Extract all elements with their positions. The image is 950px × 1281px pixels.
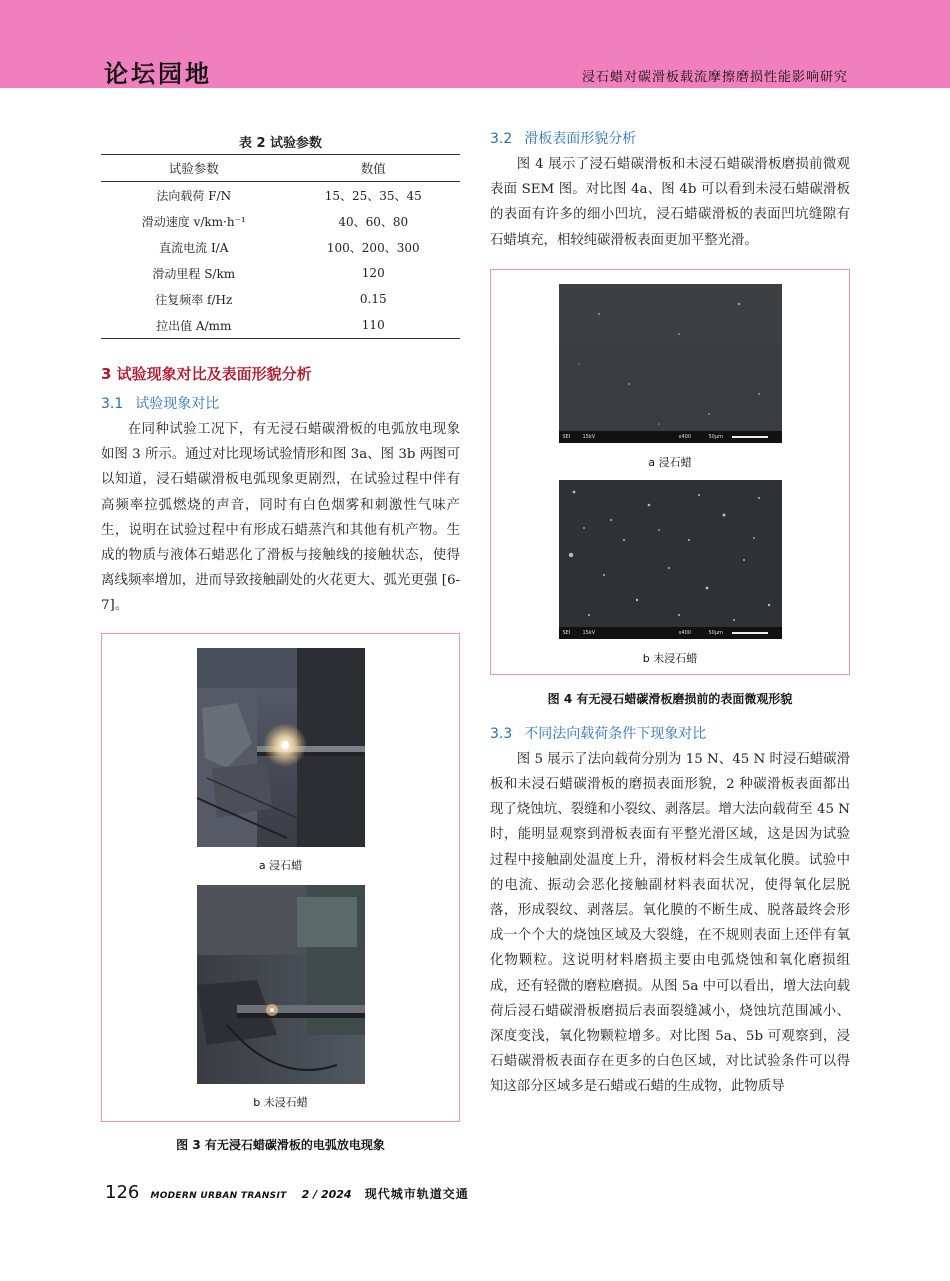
sem-info-bar <box>559 431 782 443</box>
param-name: 滑动里程 S/km <box>152 266 236 281</box>
journal-name-en: MODERN URBAN TRANSIT <box>150 1191 287 1201</box>
subsection-number: 3.3 <box>490 725 513 742</box>
param-name: 法向载荷 F/N <box>156 188 232 203</box>
sem-info-bar <box>559 627 782 639</box>
figure-4a-label: a 浸石蜡 <box>648 455 692 469</box>
journal-name-cn: 现代城市轨道交通 <box>364 1187 469 1201</box>
param-value: 40、60、80 <box>338 214 409 229</box>
paragraph-3-1: 在同种试验工况下，有无浸石蜡碳滑板的电弧放电现象如图 3 所示。通过对比现场试验情形和图 3a、图 3b 两图可以知道，浸石蜡碳滑板电弧现象更剧烈，在试验过程中伴有高频率拉弧燃烧的声音，同时有白色烟雾和刺激性气味产生，说明在试验过程中有形成石蜡蒸汽和其他有机产物。生成的物质与液体石蜡恶化了滑板与接触线的接触状态，使得离线频率增加，进而导致接触副处的火花更大、弧光更强 [6-7]。 <box>101 422 460 614</box>
subsection-3-1-heading <box>101 393 460 417</box>
arc-discharge-image-a <box>197 648 365 847</box>
section-3-heading: 3 试验现象对比及表面形貌分析 <box>101 365 312 383</box>
figure-3a-label: a 浸石蜡 <box>258 858 303 872</box>
issue-number: 2 / 2024 <box>301 1188 352 1201</box>
table-caption: 表 2 试验参数 <box>238 136 323 151</box>
scale-bar <box>732 436 768 438</box>
paragraph-3-3: 图 5 展示了法向载荷分别为 15 N、45 N 时浸石蜡碳滑板和未浸石蜡碳滑板的磨损表面形貌，2 种碳滑板表面都出现了烧蚀坑、裂缝和小裂纹、剥落层。增大法向载荷至 45 N 时，能明显观察到滑板表面有平整光滑区域，这是因为试验过程中接触副处温度上升，滑板材料会生成氧化膜。试验中的电流、振动会恶化接触副材料表面状况，使得氧化层脱落，形成裂纹、剥落层。氧化膜的不断生成、脱落最终会形成一个个大的烧蚀区域及大裂缝，在不规则表面上还伴有氧化物颗粒。这说明材料磨损主要由电弧烧蚀和氧化磨损组成，还有轻微的磨粒磨损。从图 5a 中可以看出，增大法向载荷后浸石蜡碳滑板磨损后表面裂缝减小，烧蚀坑范围减小、深度变浅，氧化物颗粒增多。对比图 5a、5b 可观察到，浸石蜡碳滑板表面存在更多的白色区域，对比试验条件可以得知这部分区域多是石蜡或石蜡的生成物，此物质导 <box>490 751 850 1095</box>
figure-3 <box>101 633 460 1122</box>
table-row <box>101 260 460 286</box>
table-row <box>101 234 460 260</box>
sem-scale-label: 50μm <box>708 629 723 636</box>
sem-image-plain <box>559 480 782 639</box>
figure-3b-label: b 未浸石蜡 <box>253 1095 308 1109</box>
section-logo: 论坛园地 <box>104 60 212 88</box>
table-row <box>101 182 460 209</box>
param-name: 拉出值 A/mm <box>101 312 287 339</box>
param-name: 往复频率 f/Hz <box>155 292 233 307</box>
paragraph-3-2: 图 4 展示了浸石蜡碳滑板和未浸石蜡碳滑板磨损前微观表面 SEM 图。对比图 4a、图 4b 可以看到未浸石蜡碳滑板的表面有许多的细小凹坑，浸石蜡碳滑板的表面凹坑缝隙有石蜡填充，相较纯碳滑板表面更加平整光滑。 <box>490 157 850 248</box>
right-column <box>490 120 850 1100</box>
param-value: 120 <box>361 266 385 280</box>
param-name: 滑动速度 v/km·h⁻¹ <box>141 214 246 229</box>
sem-voltage: 15kV <box>582 433 596 440</box>
subsection-number: 3.1 <box>101 396 124 412</box>
sem-voltage: 15kV <box>582 629 596 636</box>
arc-photo-plain <box>197 885 365 1084</box>
param-value: 100、200、300 <box>326 240 420 255</box>
sem-micrograph-b <box>559 480 782 639</box>
param-name: 直流电流 I/A <box>159 240 229 255</box>
figure-3-caption: 图 3 有无浸石蜡碳滑板的电弧放电现象 <box>176 1137 385 1152</box>
subsection-title: 试验现象对比 <box>135 396 220 412</box>
sem-scale-label: 50μm <box>708 433 723 440</box>
table-header-value: 数值 <box>287 155 460 182</box>
sem-micrograph-a <box>559 284 782 443</box>
subsection-3-3-heading <box>490 723 850 747</box>
table-row <box>101 286 460 312</box>
page-footer <box>105 1182 469 1203</box>
table-row <box>101 208 460 234</box>
subsection-title: 不同法向载荷条件下现象对比 <box>524 725 707 742</box>
arc-discharge-image-b <box>197 885 365 1084</box>
table-row <box>101 312 460 339</box>
subsection-3-2-heading <box>490 128 850 152</box>
figure-4-caption: 图 4 有无浸石蜡碳滑板磨损前的表面微观形貌 <box>547 691 793 706</box>
figure-4 <box>490 269 850 675</box>
subsection-number: 3.2 <box>490 131 513 147</box>
page-number: 126 <box>105 1182 140 1203</box>
param-value: 110 <box>287 312 460 339</box>
left-column <box>101 120 460 1153</box>
scale-bar <box>732 632 768 634</box>
running-title: 浸石蜡对碳滑板载流摩擦磨损性能影响研究 <box>581 70 848 85</box>
sem-magnification: x400 <box>678 629 692 636</box>
subsection-title: 滑板表面形貌分析 <box>524 131 637 147</box>
param-value: 0.15 <box>359 292 387 306</box>
sem-detector: SEI <box>562 629 571 636</box>
table-header-param: 试验参数 <box>101 155 287 182</box>
sem-detector: SEI <box>562 433 571 440</box>
sem-image-paraffin <box>559 284 782 443</box>
figure-4b-label: b 未浸石蜡 <box>642 651 698 665</box>
parameters-table <box>101 154 460 339</box>
sem-magnification: x400 <box>678 433 692 440</box>
param-value: 15、25、35、45 <box>324 188 422 203</box>
arc-photo-paraffin <box>197 648 365 847</box>
